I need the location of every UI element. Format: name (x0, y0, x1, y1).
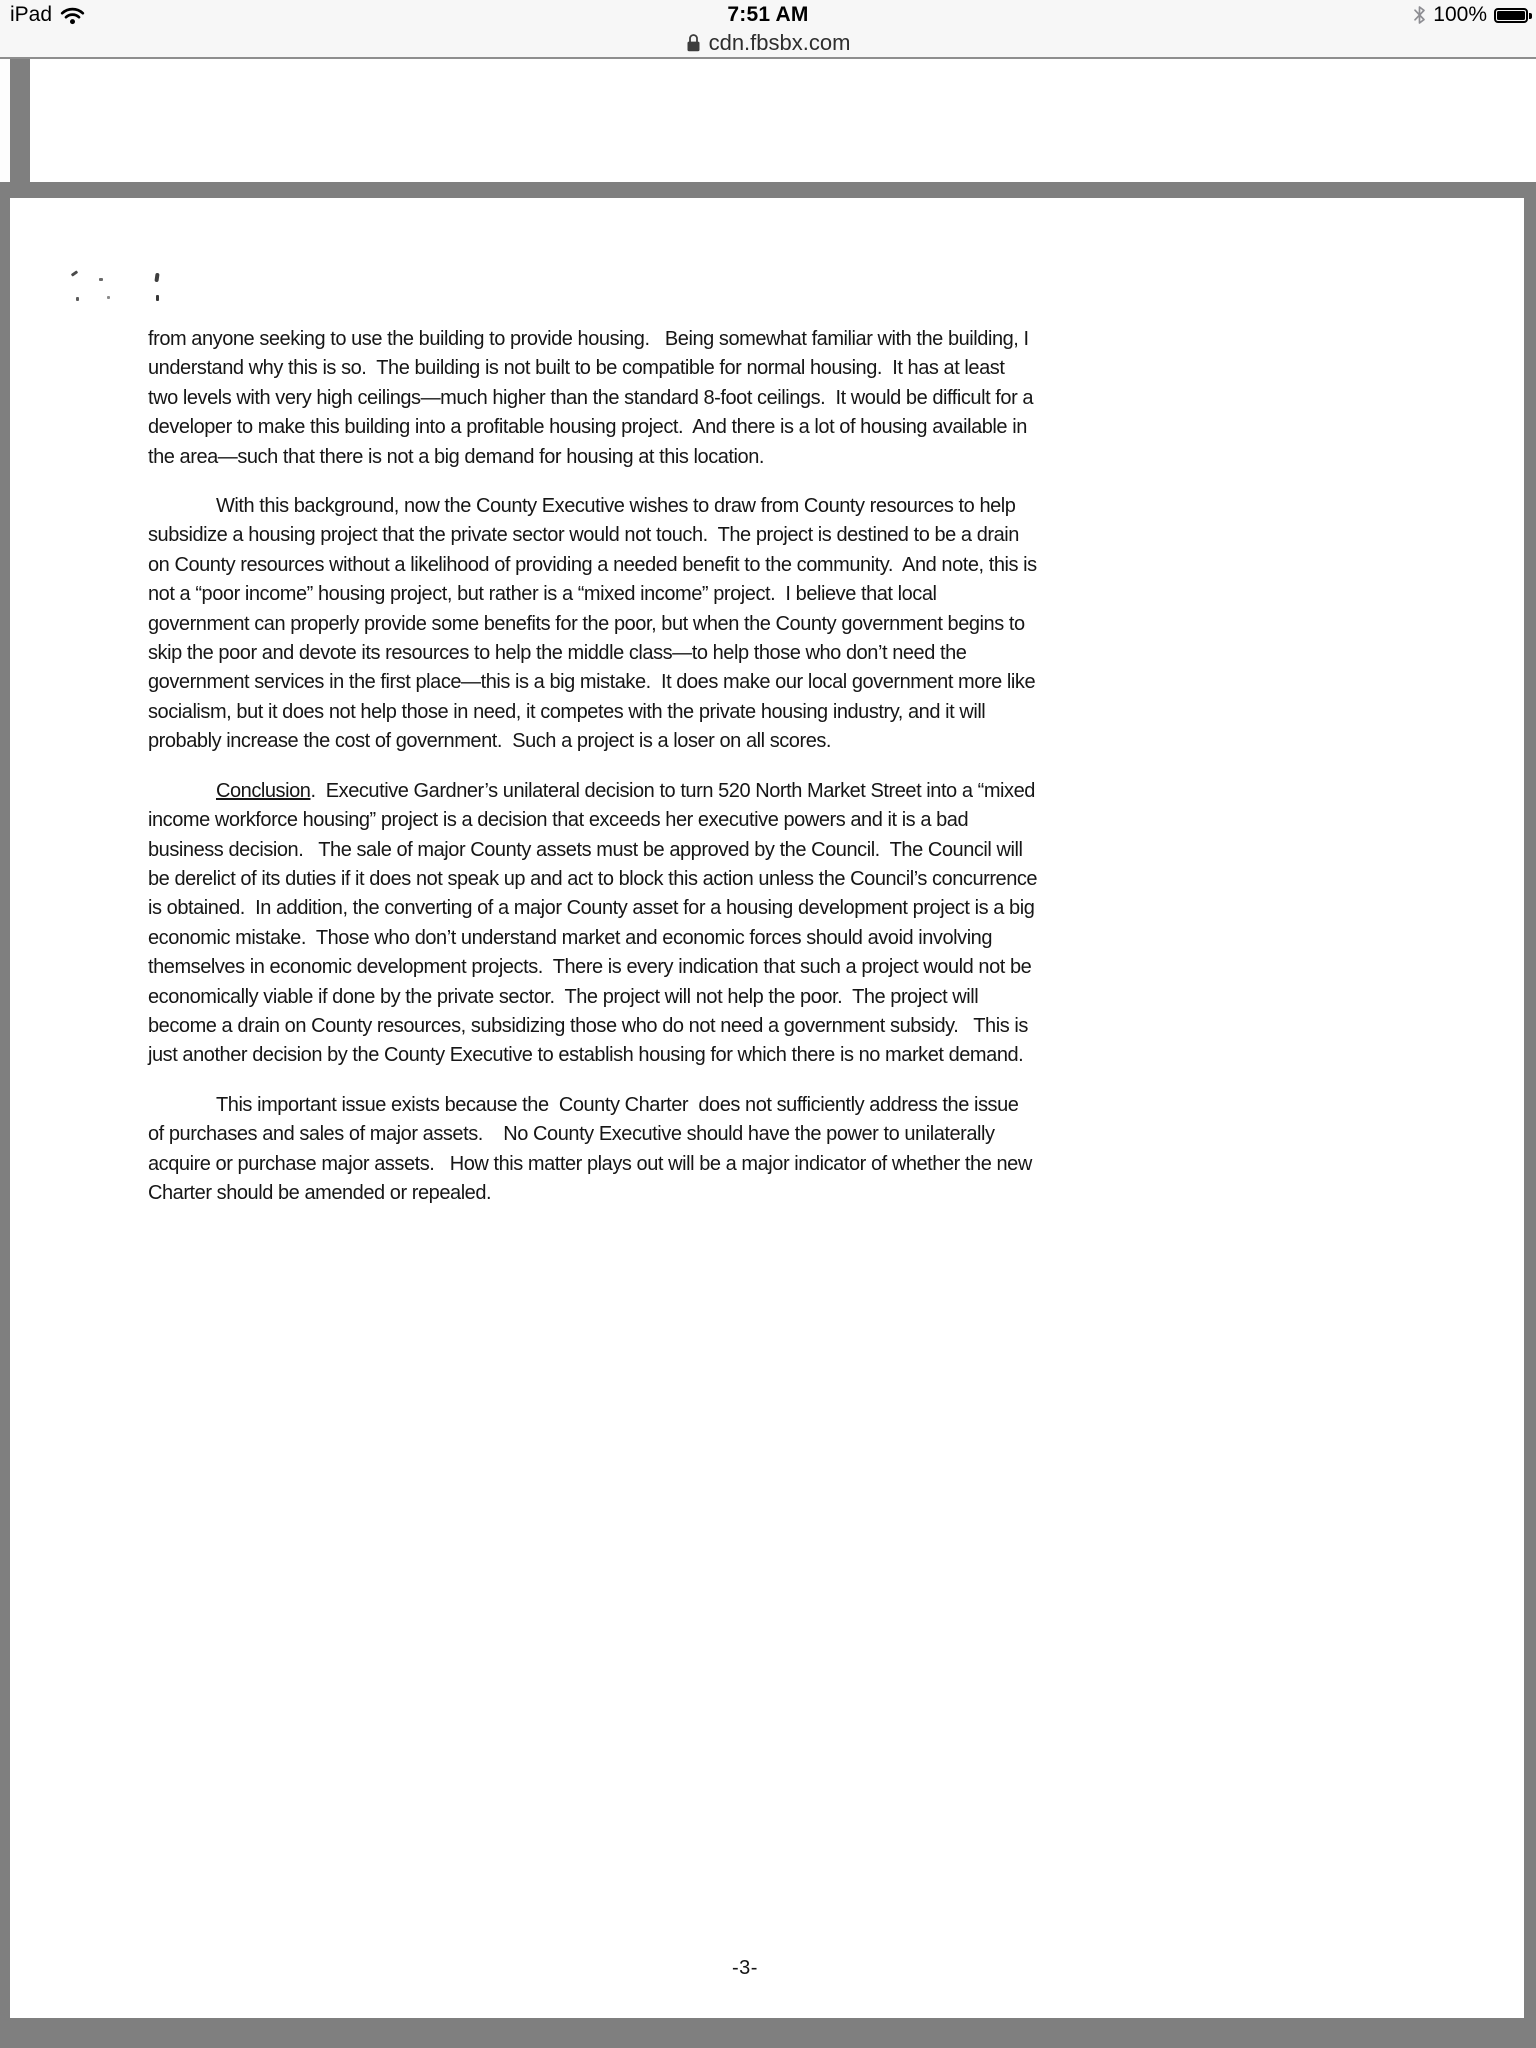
document-text (148, 325, 1043, 1208)
conclusion-heading: Conclusion (216, 779, 311, 802)
paragraph-background: With this background, now the County Executive wishes to draw from County resources to help subsidize a housing project that the private sector would not touch. The project is destined to be a drain on County resources without a likelihood of providing a needed benefit to the community. And note, this is not a “poor income” housing project, but rather is a “mixed income” project. I believe that local government can properly provide some benefits for the poor, but when the County government begins to skip the poor and devote its resources to help the middle class—to help those who don’t need the government services in the first place—this is a big mistake. It does make our local government more like socialism, but it does not help those in need, it competes with the private housing industry, and it will probably increase the cost of government. Such a project is a loser on all scores. (148, 495, 1042, 753)
status-right-group (1413, 3, 1528, 27)
url-domain: cdn.fbsbx.com (708, 30, 851, 55)
scan-artifact (156, 295, 159, 301)
scan-artifact (154, 273, 159, 282)
battery-percent: 100% (1433, 3, 1487, 26)
safari-top-bar (0, 0, 1536, 59)
status-center-group (0, 3, 1536, 27)
paragraph-building: from anyone seeking to use the building to provide housing. Being somewhat familiar with the building, I understand why this is so. The building is not built to be compatible for normal housing. It has at least two levels with very high ceilings—much higher than the standard 8-foot ceilings. It would be difficult for a developer to make this building into a profitable housing project. And there is a lot of housing available in the area—such that there is not a big demand for housing at this location. (148, 328, 1039, 468)
clock: 7:51 AM (727, 3, 809, 26)
pdf-page-2-bottom (30, 59, 1536, 182)
pdf-page-3 (10, 198, 1524, 2018)
pdf-viewer[interactable] (0, 59, 1536, 2048)
carrier-label: iPad (10, 3, 53, 26)
scan-artifact (107, 296, 110, 299)
battery-icon (1494, 8, 1528, 23)
paragraph-charter: This important issue exists because the County Charter does not sufficiently address the issue of purchases and sales of major assets. No County Executive should have the power to unilaterally acquire or purchase major assets. How this matter plays out will be a major indicator of whether the new Charter should be amended or repealed. (148, 1093, 1037, 1204)
scan-artifact (99, 278, 103, 281)
scan-artifact (71, 270, 78, 276)
page-number: -3- (732, 1957, 758, 1979)
bluetooth-icon (1413, 5, 1426, 25)
lock-icon (686, 33, 701, 53)
status-bar (0, 0, 1536, 30)
page-edge (0, 59, 10, 182)
conclusion-body: . Executive Gardner’s unilateral decision to turn 520 North Market Street into a “mixed income workforce housing” project is a decision that exceeds her executive powers and it is a bad business decision. The sale of major County assets must be approved by the Council. The Council will be derelict of its duties if it does not speak up and act to block this action unless the Council’s concurrence is obtained. In addition, the converting of a major County asset for a housing development project is a big economic mistake. Those who don’t understand market and economic forces should avoid involving themselves in economic development projects. There is every indication that such a project would not be economically viable if done by the private sector. The project will not help the poor. The project will become a drain on County resources, subsidizing those who do not need a government subsidy. This is just another decision by the County Executive to establish housing for which there is no market demand. (148, 779, 1043, 1067)
paragraph-conclusion (148, 777, 1043, 1071)
address-bar[interactable] (0, 29, 1536, 57)
scan-artifact (76, 297, 79, 301)
